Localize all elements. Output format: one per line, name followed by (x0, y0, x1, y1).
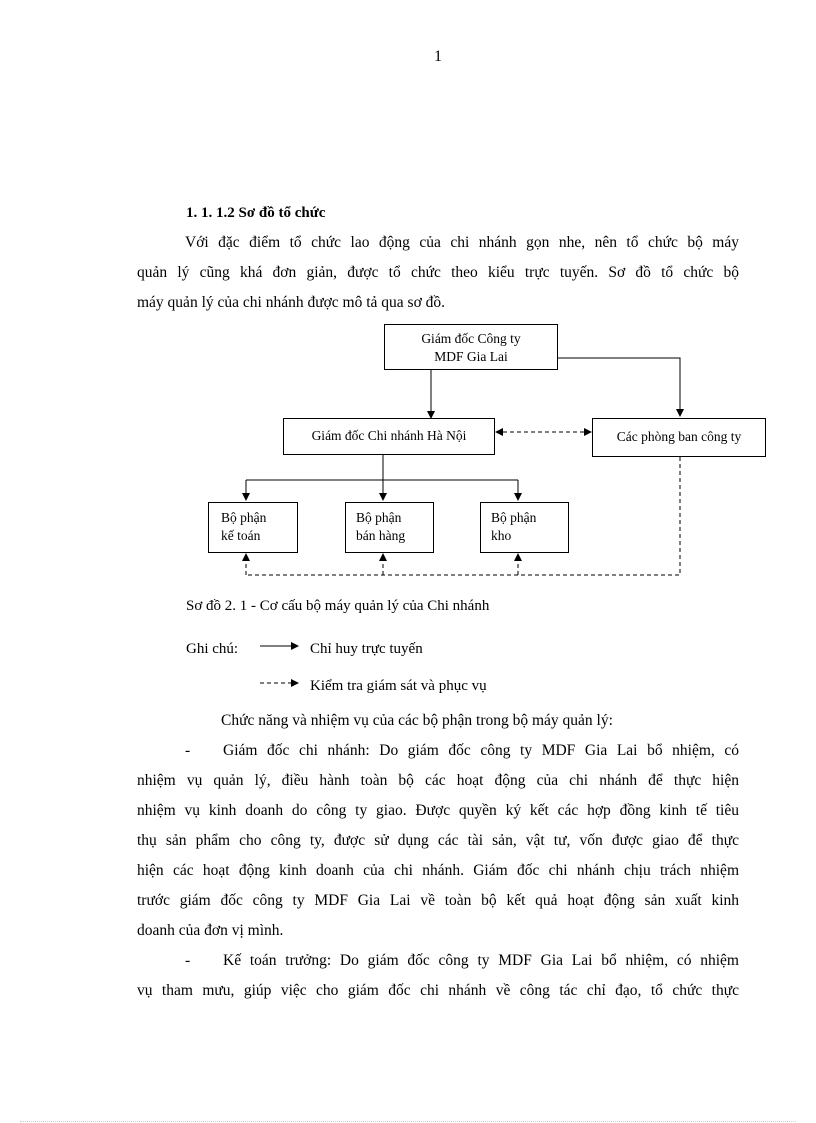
item1-line: trước giám đốc công ty MDF Gia Lai về toàn bộ kết quả hoạt động sản xuất kinh (137, 892, 739, 909)
edge-ceo-to-company-depts (557, 358, 680, 416)
item1-line: hiện các hoạt động kinh doanh của chi nhánh. Giám đốc chi nhánh chịu trách nhiệm (137, 862, 739, 879)
node-sales-line2: bán hàng (356, 528, 406, 543)
bullet: - (185, 952, 191, 969)
intro-line: Với đặc điểm tổ chức lao động của chi nhánh gọn nhe, nên tổ chức bộ máy (185, 234, 739, 251)
item1-line: nhiệm vụ quản lý, điều hành toàn bộ các hoạt động của chi nhánh để thực hiện (137, 772, 739, 789)
node-warehouse-line1: Bộ phận (491, 510, 537, 525)
functions-section (137, 706, 739, 1016)
node-company-depts (592, 418, 766, 457)
node-sales-line1: Bộ phận (356, 510, 402, 525)
intro-line: máy quản lý của chi nhánh được mô tả qua sơ đồ. (137, 294, 446, 311)
node-company-depts-label: Các phòng ban công ty (616, 429, 742, 444)
legend-title: Ghi chú: (186, 641, 239, 657)
legend-dashed-label: Kiểm tra giám sát và phục vụ (310, 678, 487, 694)
node-branch-director (283, 418, 495, 455)
node-company-ceo-line1: Giám đốc Công ty (421, 331, 521, 346)
node-sales (345, 502, 434, 553)
section-heading: 1. 1. 1.2 Sơ đồ tổ chức (186, 205, 326, 221)
item2-line: Kế toán trưởng: Do giám đốc công ty MDF Gia Lai bổ nhiệm, có nhiệm (223, 952, 739, 969)
edge-company-depts-supervision (246, 457, 680, 575)
page-number: 1 (434, 48, 442, 65)
node-accounting-line2: kế toán (221, 528, 261, 543)
intro-line: quản lý cũng khá đơn giản, được tổ chức theo kiểu trực tuyến. Sơ đồ tổ chức bộ (137, 264, 739, 281)
node-branch-director-label: Giám đốc Chi nhánh Hà Nội (311, 428, 467, 443)
legend-solid-label: Chỉ huy trực tuyến (310, 641, 423, 657)
page-divider (20, 1121, 796, 1122)
node-company-ceo-line2: MDF Gia Lai (434, 349, 508, 364)
item1-line: nhiệm vụ kinh doanh do công ty giao. Được quyền ký kết các hợp đồng kinh tế tiêu (137, 802, 739, 819)
item1-line: thụ sản phẩm cho công ty, được sử dụng các tài sản, vật tư, vốn được giao để thực (137, 832, 739, 849)
item2-line: vụ tham mưu, giúp việc cho giám đốc chi nhánh về công tác chỉ đạo, tổ chức thực (137, 982, 739, 999)
diagram-caption: Sơ đồ 2. 1 - Cơ cấu bộ máy quản lý của Chi nhánh (186, 598, 490, 614)
node-warehouse-line2: kho (491, 528, 512, 543)
node-accounting (208, 502, 298, 553)
functions-intro: Chức năng và nhiệm vụ của các bộ phận trong bộ máy quản lý: (221, 712, 613, 729)
bullet: - (185, 742, 191, 759)
node-company-ceo (384, 324, 558, 370)
item1-line: doanh của đơn vị mình. (137, 922, 284, 939)
node-warehouse (480, 502, 569, 553)
node-accounting-line1: Bộ phận (221, 510, 267, 525)
item1-line: Giám đốc chi nhánh: Do giám đốc công ty MDF Gia Lai bổ nhiệm, có (223, 742, 739, 759)
